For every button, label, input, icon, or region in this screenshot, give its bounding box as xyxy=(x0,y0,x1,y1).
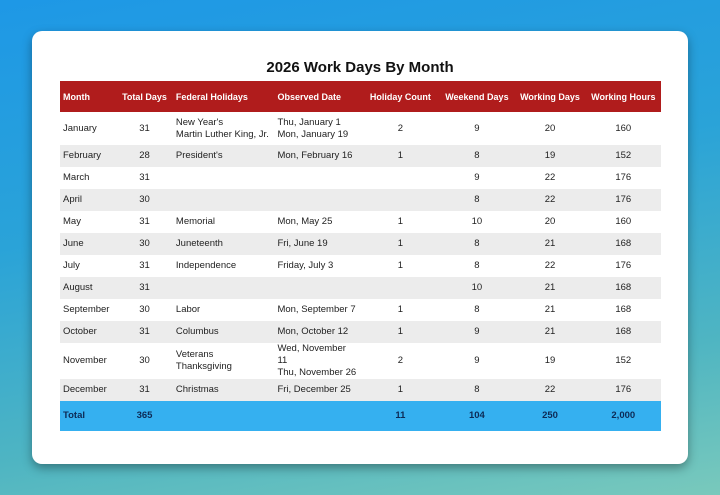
cell-total-days: 30 xyxy=(139,238,150,249)
cell-holiday-count: 1 xyxy=(397,260,403,271)
cell-month: March xyxy=(63,172,90,183)
cell-federal-holidays-line: Independence xyxy=(175,260,237,271)
header-working-days: Working Days xyxy=(520,91,580,102)
cell-federal-holidays-line: Juneteenth xyxy=(175,238,223,249)
cell-federal-holidays-line: Christmas xyxy=(175,384,219,395)
table-title: 2026 Work Days By Month xyxy=(266,59,454,76)
cell-observed-date xyxy=(274,167,361,189)
total-holiday-count: 11 xyxy=(395,410,406,421)
cell-holiday-count: 1 xyxy=(397,304,403,315)
cell-observed-date xyxy=(274,189,361,211)
cell-weekend-days: 8 xyxy=(474,260,480,271)
cell-observed-date xyxy=(274,299,361,321)
cell-month: August xyxy=(63,282,93,293)
table-row xyxy=(60,321,661,343)
cell-observed-date-line: Mon, May 25 xyxy=(277,216,333,227)
cell-holiday-count xyxy=(361,189,439,211)
cell-working-days: 21 xyxy=(544,326,556,337)
cell-observed-date-line: Mon, September 7 xyxy=(277,304,356,315)
cell-federal-holidays-line: President's xyxy=(175,150,223,161)
cell-working-days: 22 xyxy=(544,260,556,271)
header-total-days: Total Days xyxy=(122,91,167,102)
cell-weekend-days: 9 xyxy=(474,326,480,337)
cell-federal-holidays-line: New Year's xyxy=(175,116,224,128)
table-row xyxy=(60,277,661,299)
cell-holiday-count: 2 xyxy=(397,355,403,366)
header-holiday-count: Holiday Count xyxy=(369,91,431,102)
cell-weekend-days: 10 xyxy=(471,282,483,293)
cell-working-days: 20 xyxy=(544,216,556,227)
cell-observed-date xyxy=(274,255,361,277)
cell-observed-date xyxy=(274,343,361,379)
cell-weekend-days: 8 xyxy=(474,150,480,161)
cell-observed-date xyxy=(274,233,361,255)
cell-weekend-days: 9 xyxy=(474,172,480,183)
cell-working-hours: 160 xyxy=(615,122,632,134)
table-row xyxy=(60,233,661,255)
cell-federal-holidays xyxy=(173,343,275,379)
cell-federal-holidays-line: Veterans xyxy=(175,349,214,360)
cell-working-days: 22 xyxy=(544,194,556,205)
total-holidays xyxy=(173,401,275,431)
cell-total-days: 31 xyxy=(139,384,150,395)
cell-federal-holidays xyxy=(173,277,275,299)
cell-federal-holidays xyxy=(173,189,275,211)
cell-total-days: 31 xyxy=(139,122,150,134)
table-row xyxy=(60,343,661,379)
cell-holiday-count: 1 xyxy=(397,384,403,395)
cell-month: January xyxy=(63,122,97,134)
cell-weekend-days: 10 xyxy=(471,216,483,227)
cell-observed-date xyxy=(274,145,361,167)
cell-federal-holidays xyxy=(173,255,275,277)
cell-working-days: 20 xyxy=(544,122,556,134)
cell-observed-date-line: Mon, October 12 xyxy=(277,326,349,337)
table-card xyxy=(32,31,688,464)
cell-observed-date-line: Friday, July 3 xyxy=(277,260,334,271)
cell-holiday-count: 1 xyxy=(397,238,403,249)
total-weekend-days: 104 xyxy=(468,410,485,421)
table-row xyxy=(60,255,661,277)
cell-month: November xyxy=(63,355,107,366)
cell-total-days: 31 xyxy=(139,260,150,271)
cell-total-days: 31 xyxy=(139,282,150,293)
cell-working-days: 22 xyxy=(544,384,556,395)
cell-holiday-count: 2 xyxy=(397,122,403,134)
table-row xyxy=(60,211,661,233)
cell-holiday-count: 1 xyxy=(397,326,403,337)
table-row xyxy=(60,379,661,401)
cell-federal-holidays xyxy=(173,233,275,255)
table-row xyxy=(60,299,661,321)
cell-working-days: 19 xyxy=(544,150,556,161)
total-row xyxy=(60,401,661,431)
table-row xyxy=(60,145,661,167)
header-row xyxy=(60,81,661,112)
cell-weekend-days: 9 xyxy=(474,122,480,134)
cell-observed-date-line: Mon, February 16 xyxy=(277,150,353,161)
cell-federal-holidays xyxy=(173,379,275,401)
cell-federal-holidays-line: Columbus xyxy=(175,326,219,337)
cell-observed-date xyxy=(274,211,361,233)
cell-observed-date-line: Wed, November 11 xyxy=(277,343,346,366)
cell-month: July xyxy=(63,260,80,271)
cell-observed-date-line: Thu, November 26 xyxy=(277,367,357,378)
cell-working-days: 21 xyxy=(544,282,556,293)
cell-working-hours: 168 xyxy=(615,326,632,337)
cell-federal-holidays xyxy=(173,299,275,321)
cell-working-hours: 176 xyxy=(615,194,632,205)
cell-month: February xyxy=(63,150,102,161)
cell-weekend-days: 8 xyxy=(474,384,480,395)
cell-working-days: 22 xyxy=(544,172,556,183)
cell-holiday-count xyxy=(361,277,439,299)
cell-total-days: 31 xyxy=(139,172,150,183)
cell-weekend-days: 8 xyxy=(474,194,480,205)
table-row xyxy=(60,189,661,211)
cell-total-days: 30 xyxy=(139,194,150,205)
cell-working-hours: 152 xyxy=(615,355,632,366)
cell-total-days: 31 xyxy=(139,216,150,227)
table-row xyxy=(60,167,661,189)
cell-federal-holidays-line: Memorial xyxy=(175,216,215,227)
header-weekend-days: Weekend Days xyxy=(445,91,509,102)
cell-working-hours: 160 xyxy=(615,216,632,227)
cell-working-hours: 168 xyxy=(615,304,632,315)
cell-observed-date-line: Fri, June 19 xyxy=(277,238,328,249)
cell-working-hours: 176 xyxy=(615,172,632,183)
header-working-hours: Working Hours xyxy=(591,91,656,102)
cell-total-days: 31 xyxy=(139,326,150,337)
cell-month: April xyxy=(63,194,83,205)
cell-observed-date-line: Fri, December 25 xyxy=(277,384,351,395)
total-working-days: 250 xyxy=(542,410,558,421)
cell-federal-holidays xyxy=(173,211,275,233)
cell-federal-holidays-line: Martin Luther King, Jr. xyxy=(175,128,269,140)
cell-month: October xyxy=(63,326,97,337)
header-month: Month xyxy=(63,91,90,102)
total-observed xyxy=(274,401,361,431)
cell-month: June xyxy=(63,238,84,249)
cell-working-days: 21 xyxy=(544,304,556,315)
cell-total-days: 28 xyxy=(139,150,150,161)
cell-weekend-days: 9 xyxy=(474,355,480,366)
cell-working-hours: 168 xyxy=(615,238,632,249)
cell-observed-date xyxy=(274,379,361,401)
total-working-hours: 2,000 xyxy=(611,410,636,421)
cell-weekend-days: 8 xyxy=(474,238,480,249)
cell-working-hours: 152 xyxy=(615,150,632,161)
cell-working-hours: 176 xyxy=(615,384,632,395)
cell-total-days: 30 xyxy=(139,355,150,366)
cell-federal-holidays xyxy=(173,112,275,145)
cell-total-days: 30 xyxy=(139,304,150,315)
cell-working-hours: 176 xyxy=(615,260,632,271)
total-label: Total xyxy=(63,410,85,421)
cell-month: May xyxy=(63,216,81,227)
cell-observed-date xyxy=(274,277,361,299)
cell-federal-holidays xyxy=(173,321,275,343)
cell-holiday-count: 1 xyxy=(397,150,403,161)
table-row xyxy=(60,112,661,145)
cell-weekend-days: 8 xyxy=(474,304,480,315)
work-days-table xyxy=(60,81,661,431)
cell-working-days: 19 xyxy=(544,355,556,366)
cell-observed-date xyxy=(274,321,361,343)
cell-holiday-count: 1 xyxy=(397,216,403,227)
cell-federal-holidays-line: Labor xyxy=(175,304,201,315)
cell-month: September xyxy=(63,304,110,315)
cell-observed-date xyxy=(274,112,361,145)
total-days: 365 xyxy=(136,410,153,421)
cell-federal-holidays xyxy=(173,145,275,167)
cell-month: December xyxy=(63,384,107,395)
header-federal-holidays: Federal Holidays xyxy=(175,91,248,102)
cell-federal-holidays xyxy=(173,167,275,189)
cell-holiday-count xyxy=(361,167,439,189)
cell-working-hours: 168 xyxy=(615,282,632,293)
cell-working-days: 21 xyxy=(544,238,556,249)
cell-observed-date-line: Mon, January 19 xyxy=(277,128,349,140)
cell-observed-date-line: Thu, January 1 xyxy=(277,116,341,128)
header-observed-date: Observed Date xyxy=(277,91,341,102)
cell-federal-holidays-line: Thanksgiving xyxy=(175,361,232,372)
